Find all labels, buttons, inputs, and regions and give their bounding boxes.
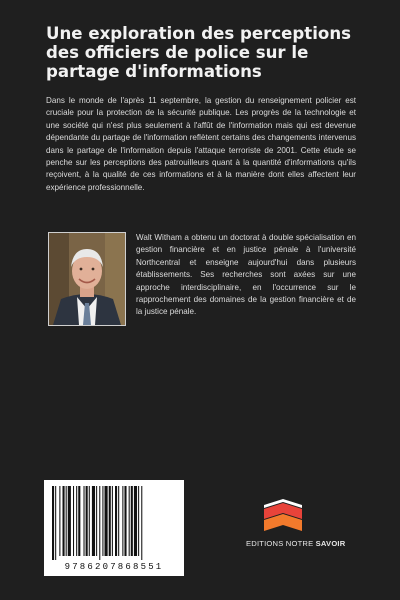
barcode-bar (112, 486, 113, 556)
barcode-bar (68, 486, 71, 556)
barcode-bar (96, 486, 97, 556)
author-photo (48, 232, 126, 326)
barcode-bar (89, 486, 90, 556)
author-bio: Walt Witham a obtenu un doctorat à double spécialisation en gestion financière et en justice pénale à l'université Northcentral et enseigne aujourd'hui dans plusieurs établissements. Ses recherches sont axées sur une approche interdisciplinaire, en l'occurrence sur le rapprochement des domaines de la gestion financière et de la justice pénale. (136, 233, 356, 317)
barcode-bar (76, 486, 77, 556)
isbn-number: 9786207868551 (64, 562, 164, 572)
barcode-bar (105, 486, 108, 556)
barcode-bar (109, 486, 111, 556)
barcode-bar (66, 486, 67, 556)
publisher-name-suffix: SAVOIR (315, 539, 346, 548)
barcode-bar (86, 486, 88, 556)
barcode-bar (59, 486, 60, 556)
barcode-bar (122, 486, 123, 556)
barcode-bar (131, 486, 133, 556)
barcode-bar (63, 486, 65, 556)
barcode-bar (118, 486, 119, 556)
barcode-bar (52, 486, 54, 560)
author-portrait-image (49, 233, 125, 325)
barcode-bar (102, 486, 103, 556)
barcode-bar (99, 486, 100, 560)
barcode-bars (50, 486, 178, 560)
barcode-bar (115, 486, 117, 556)
barcode-bar (78, 486, 80, 556)
publisher-name (246, 539, 366, 548)
publisher-book-icon (262, 497, 304, 535)
barcode-bar (73, 486, 74, 556)
barcode-bar (129, 486, 130, 556)
barcode-bar (92, 486, 95, 556)
barcode-bar (84, 486, 85, 556)
barcode-bar (55, 486, 56, 560)
publisher-name-prefix: EDITIONS NOTRE (246, 539, 314, 548)
book-title: Une exploration des perceptions des officiers de police sur le partage d'informations (46, 24, 352, 81)
barcode-bar (124, 486, 126, 556)
isbn-barcode (44, 480, 184, 576)
barcode-bar (141, 486, 142, 560)
barcode-bar (138, 486, 139, 556)
barcode-bar (134, 486, 137, 556)
book-summary: Dans le monde de l'après 11 septembre, la gestion du renseignement policier est cruciale pour la protection de la sécurité publique. Les progrès de la technologie et une société qui n'est plus seulement à l'affût de l'information mais qui est devenue dépendante du partage de l'information reflètent certains des changements intervenus dans le partage de l'information depuis l'attaque terroriste de 2001. Cette étude se penche sur les perceptions des patrouilleurs quant à la quantité d'informations qu'ils reçoivent, à la qualité de ces informations et à la manière dont elles affectent leur expérience professionnelle. (46, 96, 356, 192)
